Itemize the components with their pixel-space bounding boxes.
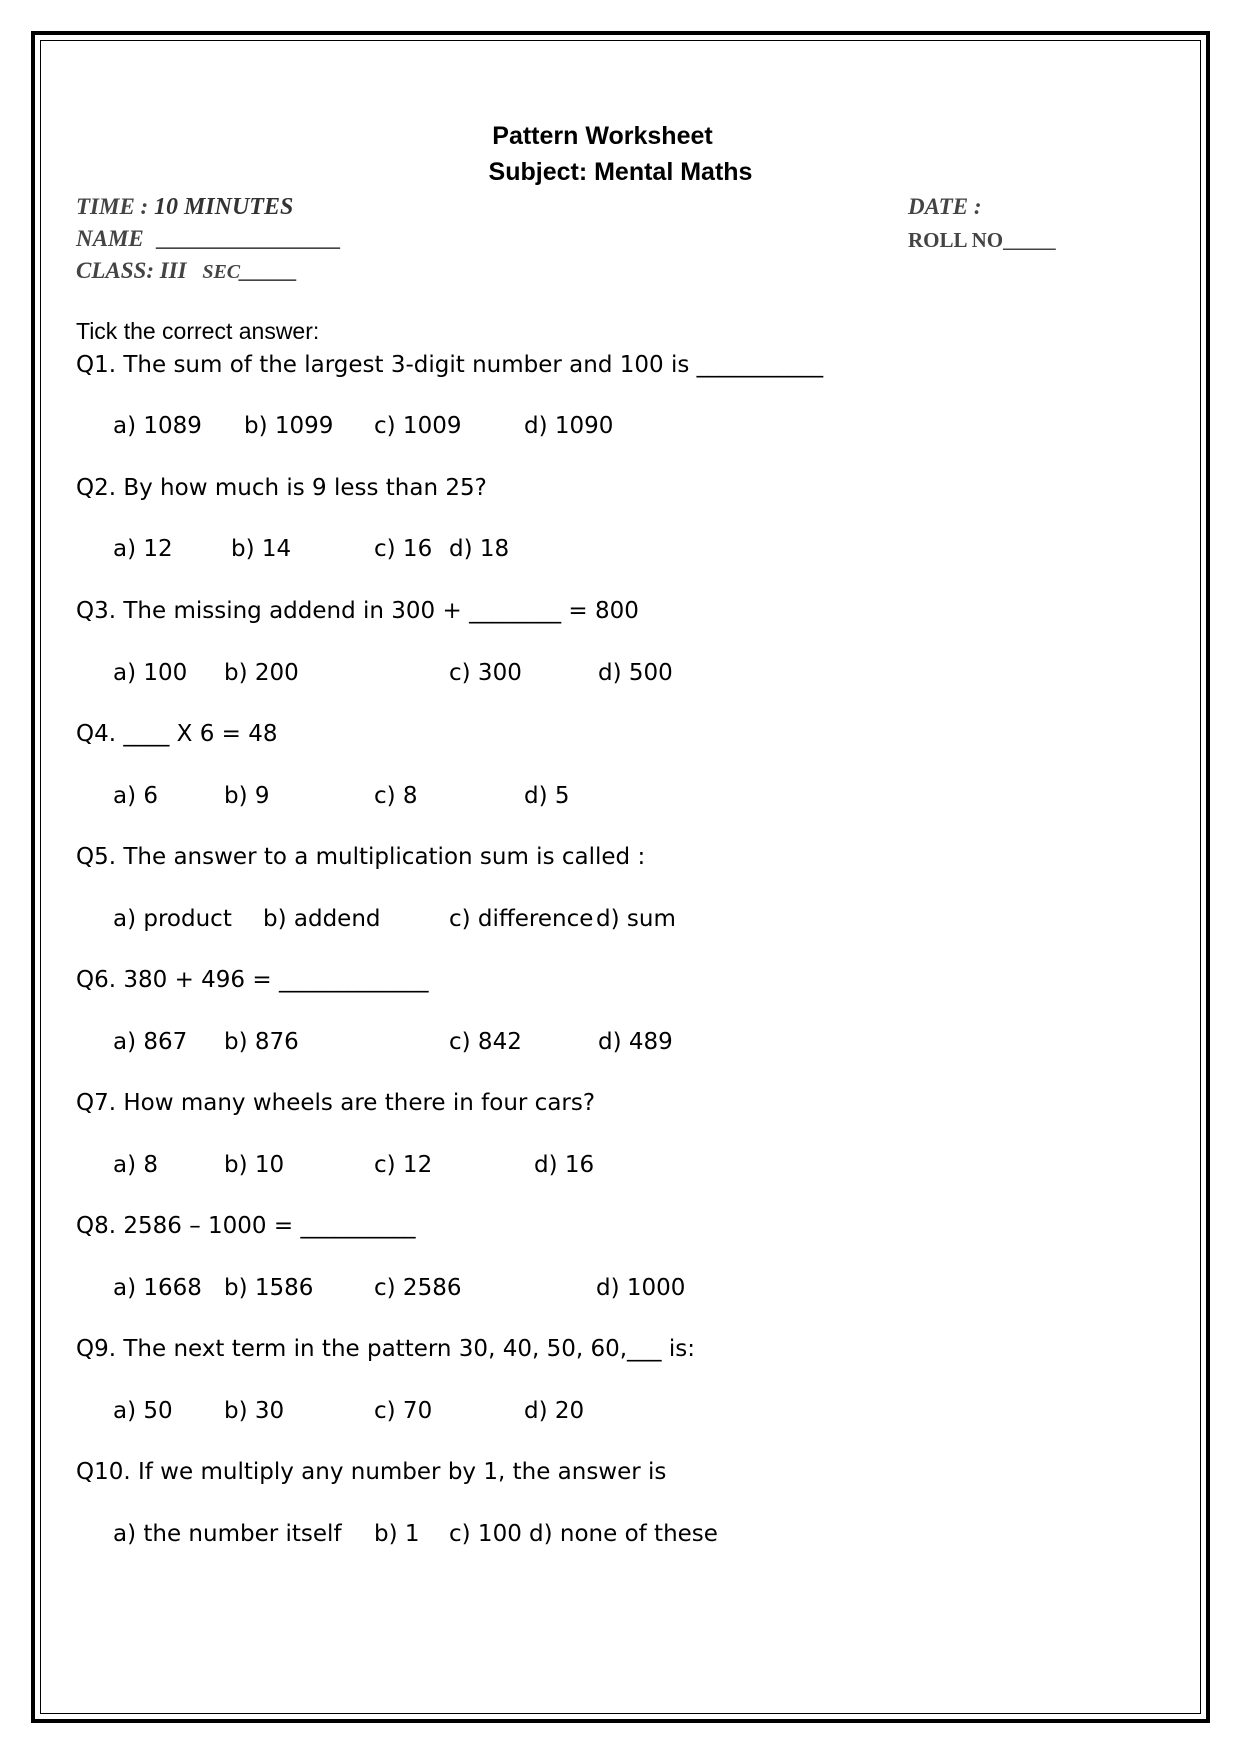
q9-option-c[interactable]: c) 70 <box>374 1398 433 1424</box>
roll-no-label: ROLL NO <box>908 228 1004 252</box>
roll-no-field <box>908 228 1056 253</box>
class-field <box>76 258 298 284</box>
q5-option-c[interactable]: c) difference <box>449 906 594 932</box>
q2-option-d[interactable]: d) 18 <box>449 536 510 562</box>
worksheet-title: Pattern Worksheet <box>492 122 713 150</box>
q4-option-b[interactable]: b) 9 <box>224 783 270 809</box>
question-6: Q6. 380 + 496 = _____________ <box>76 967 429 993</box>
instruction-text: Tick the correct answer: <box>76 318 320 344</box>
question-2: Q2. By how much is 9 less than 25? <box>76 475 487 501</box>
q8-option-b[interactable]: b) 1586 <box>224 1275 314 1301</box>
q6-option-c[interactable]: c) 842 <box>449 1029 522 1055</box>
q1-option-a[interactable]: a) 1089 <box>113 413 202 439</box>
q9-option-d[interactable]: d) 20 <box>524 1398 585 1424</box>
time-field <box>76 194 293 221</box>
name-field <box>76 226 342 252</box>
worksheet-subject: Subject: Mental Maths <box>488 158 753 186</box>
q7-option-c[interactable]: c) 12 <box>374 1152 433 1178</box>
q9-option-b[interactable]: b) 30 <box>224 1398 285 1424</box>
q3-option-c[interactable]: c) 300 <box>449 660 522 686</box>
q2-option-c[interactable]: c) 16 <box>374 536 433 562</box>
q6-option-a[interactable]: a) 867 <box>113 1029 188 1055</box>
q2-option-a[interactable]: a) 12 <box>113 536 173 562</box>
q3-option-a[interactable]: a) 100 <box>113 660 188 686</box>
question-8: Q8. 2586 – 1000 = __________ <box>76 1213 416 1239</box>
name-label: NAME <box>76 226 144 251</box>
q9-option-a[interactable]: a) 50 <box>113 1398 173 1424</box>
question-5: Q5. The answer to a multiplication sum is called : <box>76 844 646 870</box>
date-label: DATE : <box>908 194 982 219</box>
q6-option-d[interactable]: d) 489 <box>598 1029 673 1055</box>
time-value: 10 MINUTES <box>153 194 294 220</box>
name-blank[interactable]: ________________ <box>157 226 342 251</box>
q8-option-d[interactable]: d) 1000 <box>596 1275 686 1301</box>
question-4: Q4. ____ X 6 = 48 <box>76 721 278 747</box>
roll-no-blank[interactable]: _____ <box>1003 228 1056 252</box>
q3-option-d[interactable]: d) 500 <box>598 660 673 686</box>
q4-option-a[interactable]: a) 6 <box>113 783 159 809</box>
question-3: Q3. The missing addend in 300 + ________ = 800 <box>76 598 639 624</box>
time-label: TIME : <box>76 194 149 219</box>
sec-blank[interactable]: _____ <box>240 258 298 283</box>
q1-option-b[interactable]: b) 1099 <box>244 413 334 439</box>
q1-option-c[interactable]: c) 1009 <box>374 413 462 439</box>
q8-option-a[interactable]: a) 1668 <box>113 1275 202 1301</box>
q5-option-d[interactable]: d) sum <box>596 906 676 932</box>
q4-option-d[interactable]: d) 5 <box>524 783 570 809</box>
q4-option-c[interactable]: c) 8 <box>374 783 418 809</box>
question-7: Q7. How many wheels are there in four cars? <box>76 1090 596 1116</box>
q6-option-b[interactable]: b) 876 <box>224 1029 299 1055</box>
q10-option-c[interactable]: c) 100 <box>449 1521 522 1547</box>
q1-option-d[interactable]: d) 1090 <box>524 413 614 439</box>
date-field <box>908 194 981 220</box>
q2-option-b[interactable]: b) 14 <box>231 536 292 562</box>
q5-option-a[interactable]: a) product <box>113 906 232 932</box>
q7-option-b[interactable]: b) 10 <box>224 1152 285 1178</box>
question-1: Q1. The sum of the largest 3-digit number and 100 is ___________ <box>76 352 824 378</box>
q8-option-c[interactable]: c) 2586 <box>374 1275 462 1301</box>
class-label: CLASS: III <box>76 258 187 283</box>
q10-option-a[interactable]: a) the number itself <box>113 1521 342 1547</box>
q10-option-b[interactable]: b) 1 <box>374 1521 420 1547</box>
question-9: Q9. The next term in the pattern 30, 40, 50, 60,___ is: <box>76 1336 695 1362</box>
q7-option-d[interactable]: d) 16 <box>534 1152 595 1178</box>
q10-option-d[interactable]: d) none of these <box>529 1521 718 1547</box>
question-10: Q10. If we multiply any number by 1, the answer is <box>76 1459 667 1485</box>
q7-option-a[interactable]: a) 8 <box>113 1152 159 1178</box>
sec-label: SEC <box>202 261 241 283</box>
q5-option-b[interactable]: b) addend <box>263 906 381 932</box>
q3-option-b[interactable]: b) 200 <box>224 660 299 686</box>
